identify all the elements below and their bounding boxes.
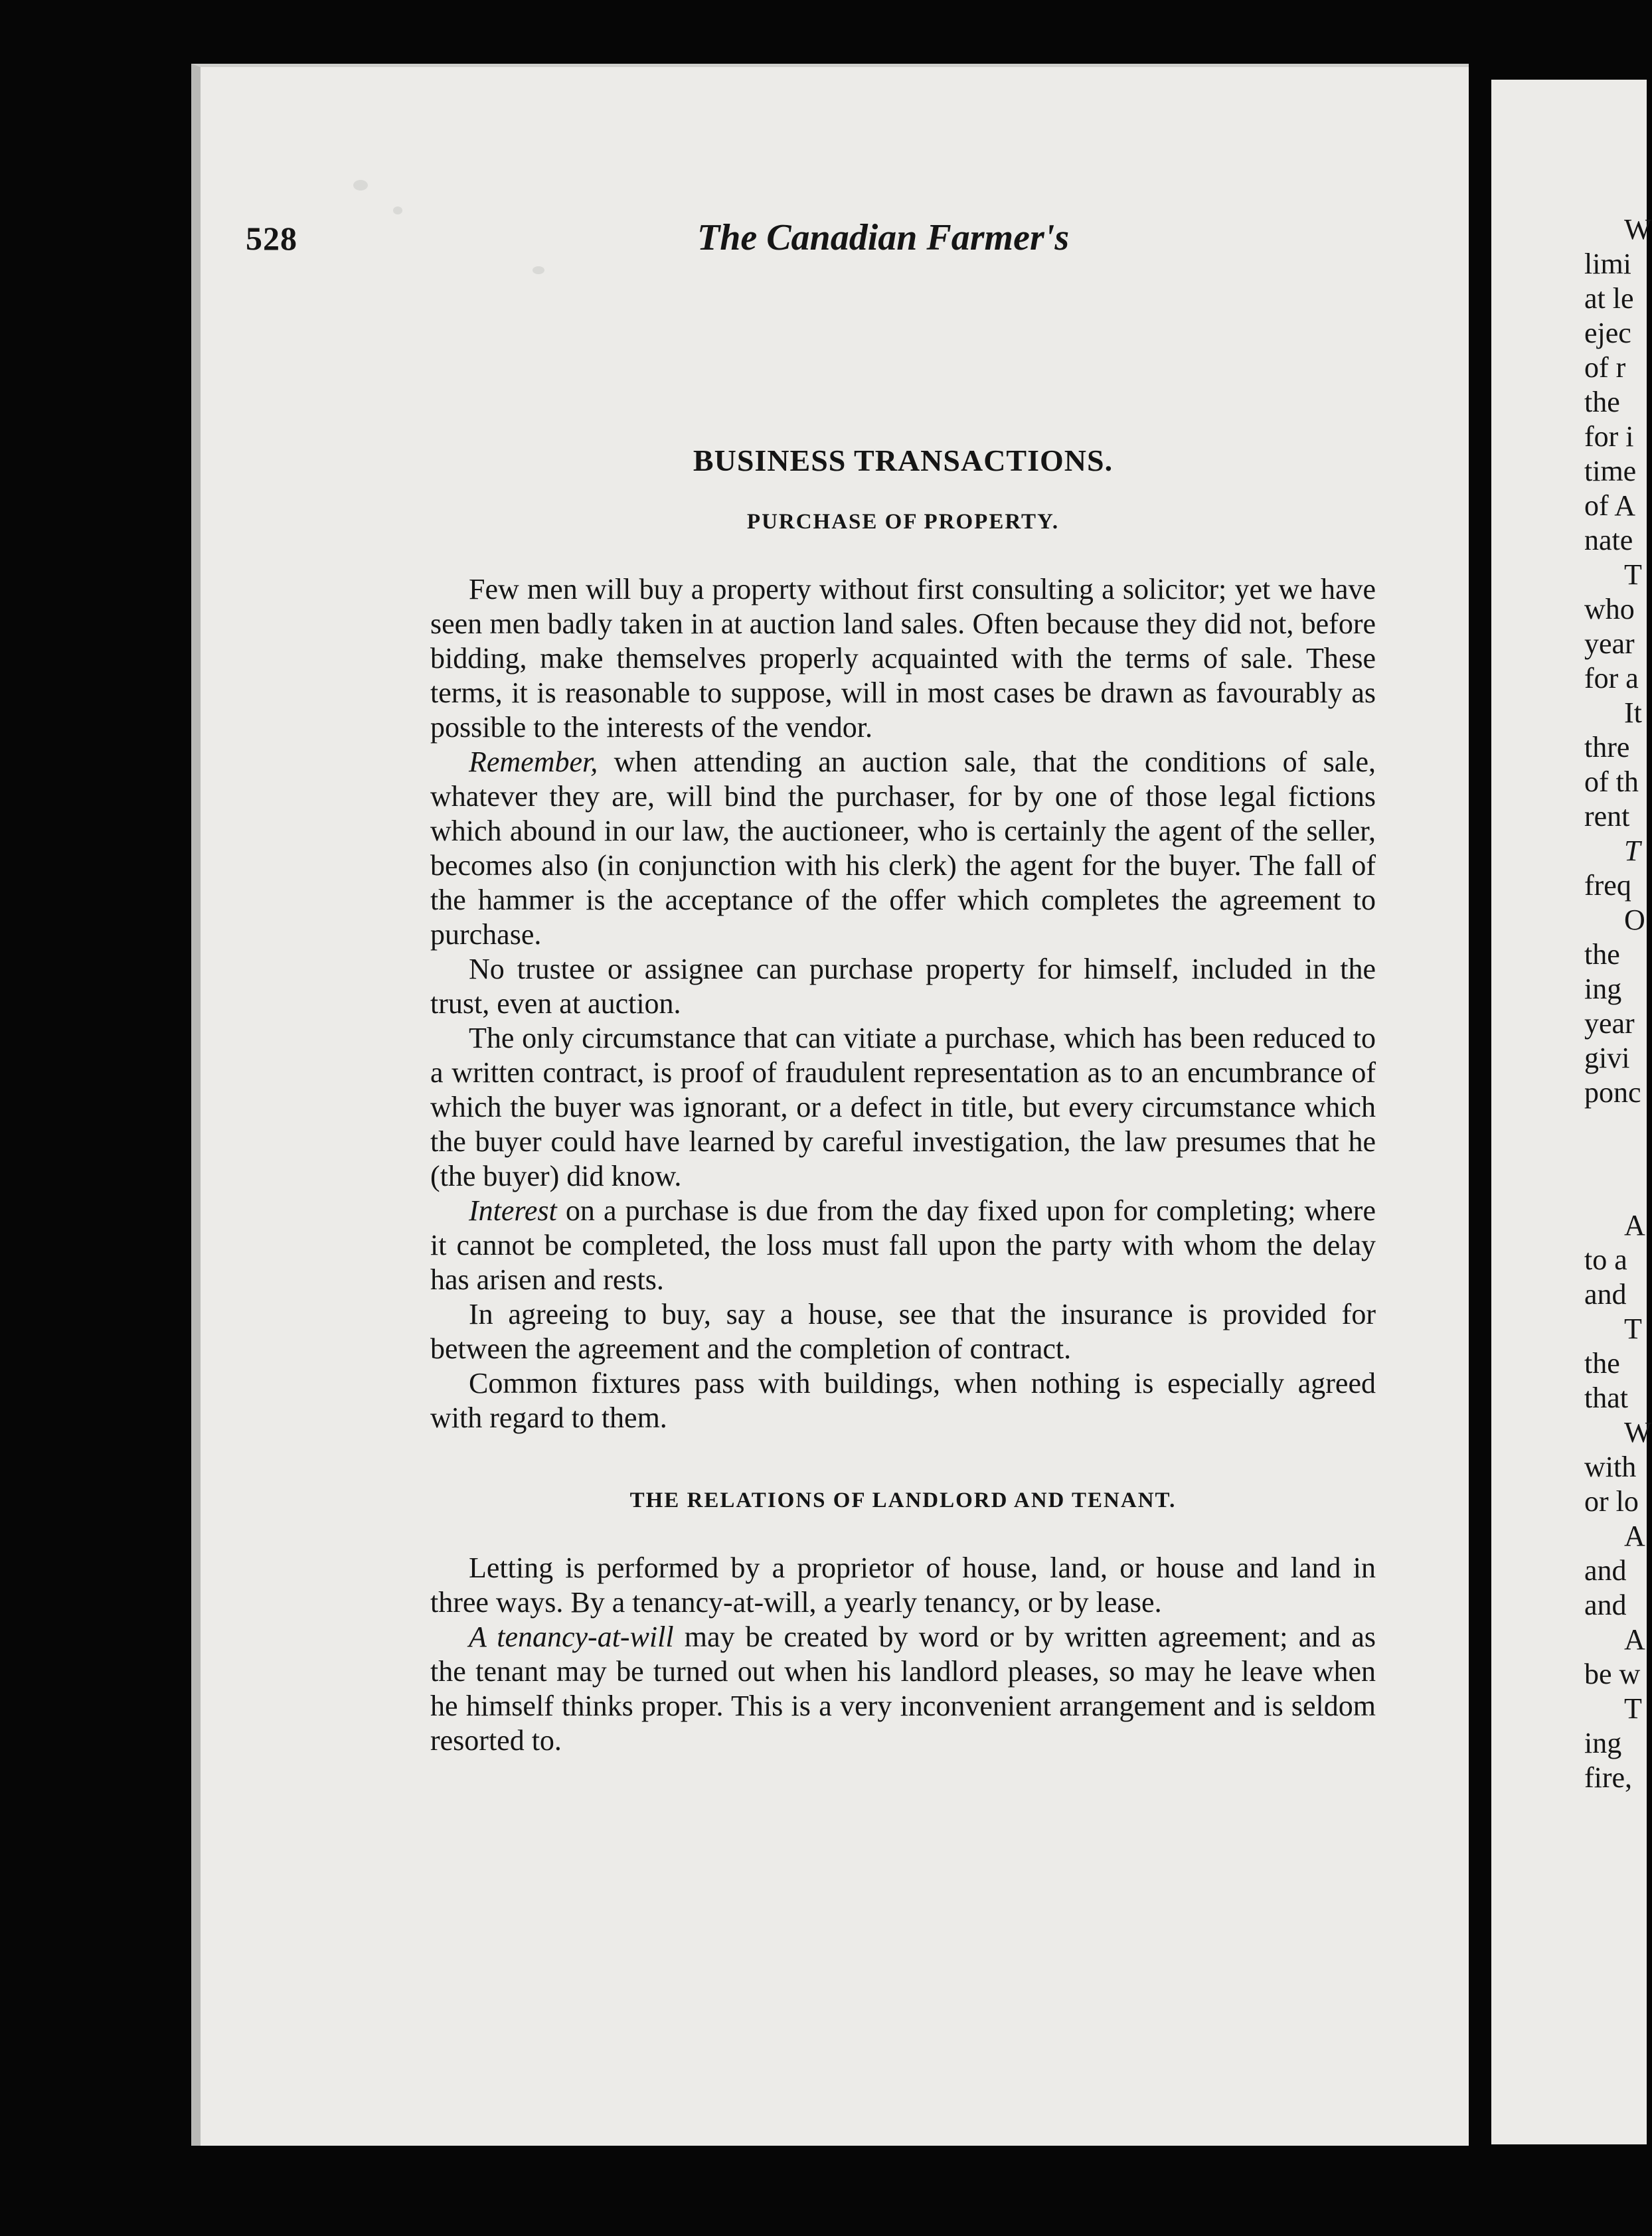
facing-page-fragment: It <box>1624 696 1642 729</box>
facing-page-fragment: and <box>1584 1589 1627 1621</box>
facing-page-edge <box>1491 80 1652 2144</box>
facing-page-fragment: year <box>1584 627 1635 660</box>
facing-page-fragment: limi <box>1584 248 1631 280</box>
facing-page-fragment: the <box>1584 938 1620 971</box>
italic-lead: Remember, <box>469 746 598 778</box>
facing-page-fragment: thre <box>1584 731 1630 763</box>
paragraph: Interest on a purchase is due from the day fixed upon for completing; where it cannot be completed, the loss must fall upon the party with whom the delay has arisen and rests. <box>430 1194 1376 1296</box>
subsection-title-landlord-tenant: THE RELATIONS OF LANDLORD AND TENANT. <box>629 1488 1177 1512</box>
facing-page-fragment: for i <box>1584 420 1634 453</box>
facing-page-fragment: at le <box>1584 282 1634 315</box>
facing-page-fragment: the <box>1584 1347 1620 1380</box>
facing-page-fragment: freq <box>1584 869 1631 902</box>
facing-page-fragment: who <box>1584 593 1635 625</box>
paragraph: Remember, when attending an auction sale, that the conditions of sale, whatever they are, will bind the purchaser, for by one of those legal fictions which abound in our law, the auctioneer, who is certainly the agent of the seller, becomes also (in conjunction with his clerk) the agent for the buyer. The fall of the hammer is the acceptance of the offer which completes the agreement to purchase. <box>430 746 1376 951</box>
section-title: BUSINESS TRANSACTIONS. <box>693 443 1114 477</box>
facing-page-fragment: the <box>1584 386 1620 418</box>
italic-lead: A tenancy-at-will <box>469 1621 674 1653</box>
paper-speck <box>533 266 544 274</box>
facing-page-fragment: T <box>1624 558 1642 591</box>
facing-page-fragment: of r <box>1584 351 1626 384</box>
facing-page-fragment: of A <box>1584 489 1635 522</box>
paragraph: A tenancy-at-will may be created by word or by written agreement; and as the tenant may be turned out when his landlord pleases, so may he leave when he himself thinks proper. This is a very inconvenient arrangement and is seldom resorted to. <box>430 1621 1376 1757</box>
facing-page-fragment: A <box>1624 1623 1645 1656</box>
facing-page-fragment: ponc <box>1584 1076 1641 1109</box>
subsection-title-purchase: PURCHASE OF PROPERTY. <box>746 510 1060 534</box>
paper-speck <box>353 180 368 191</box>
facing-page-fragment: W <box>1624 213 1652 246</box>
facing-page-fragment: W <box>1624 1416 1652 1449</box>
running-title: The Canadian Farmer's <box>697 217 1070 258</box>
facing-page-fragment: time <box>1584 455 1637 487</box>
facing-page-fragment: O <box>1624 904 1645 936</box>
facing-page-fragment: givi <box>1584 1042 1630 1074</box>
facing-page-fragment: ing <box>1584 973 1622 1005</box>
paragraph: In agreeing to buy, say a house, see that the insurance is provided for between the agreement and the completion of contract. <box>430 1298 1376 1365</box>
facing-page-fragment: rent <box>1584 800 1630 833</box>
facing-page-fragment: and <box>1584 1278 1627 1311</box>
facing-page-fragment: be w <box>1584 1658 1641 1690</box>
paragraph: Letting is performed by a proprietor of house, land, or house and land in three ways. By a tenancy-at-will, a yearly tenancy, or by lease. <box>430 1552 1376 1619</box>
facing-page-fragment: A <box>1624 1520 1645 1552</box>
facing-page-fragment: T <box>1624 1313 1642 1345</box>
facing-page-fragment: or lo <box>1584 1485 1639 1518</box>
facing-page-fragment: T <box>1624 1692 1642 1725</box>
facing-page-fragment: for a <box>1584 662 1639 694</box>
facing-page-fragment: nate <box>1584 524 1633 556</box>
facing-page-fragment: fire, <box>1584 1761 1633 1794</box>
facing-page-fragment: year <box>1584 1007 1635 1040</box>
facing-page-fragment: T <box>1624 835 1641 867</box>
paragraph: No trustee or assignee can purchase property for himself, included in the trust, even at auction. <box>430 953 1376 1020</box>
facing-page-fragment: that <box>1584 1382 1628 1414</box>
facing-page-fragment: to a <box>1584 1243 1627 1276</box>
facing-page-fragment: ing <box>1584 1727 1622 1759</box>
facing-page-fragment: ejec <box>1584 317 1631 349</box>
paragraph: The only circumstance that can vitiate a purchase, which has been reduced to a written contract, is proof of fraudulent representation as to an encumbrance of which the buyer was ignorant, or a defect in title, but every circumstance which the buyer could have learned by careful investigation, the law presumes that he (the buyer) did know. <box>430 1022 1376 1192</box>
paragraph: Common fixtures pass with buildings, when nothing is especially agreed with regard to them. <box>430 1367 1376 1434</box>
paragraph: Few men will buy a property without first consulting a solicitor; yet we have seen men badly taken in at auction land sales. Often because they did not, before bidding, make themselves properly acquainted with the terms of sale. These terms, it is reasonable to suppose, will in most cases be drawn as favourably as possible to the interests of the vendor. <box>430 573 1376 744</box>
facing-page-fragment: and <box>1584 1554 1627 1587</box>
paper-speck <box>393 206 402 214</box>
facing-page-fragment: of th <box>1584 765 1639 798</box>
page-number: 528 <box>246 220 297 257</box>
main-text <box>430 443 1376 1758</box>
facing-page-fragment: A <box>1624 1209 1645 1241</box>
italic-lead: Interest <box>469 1194 557 1227</box>
facing-page-fragment: with <box>1584 1451 1637 1483</box>
